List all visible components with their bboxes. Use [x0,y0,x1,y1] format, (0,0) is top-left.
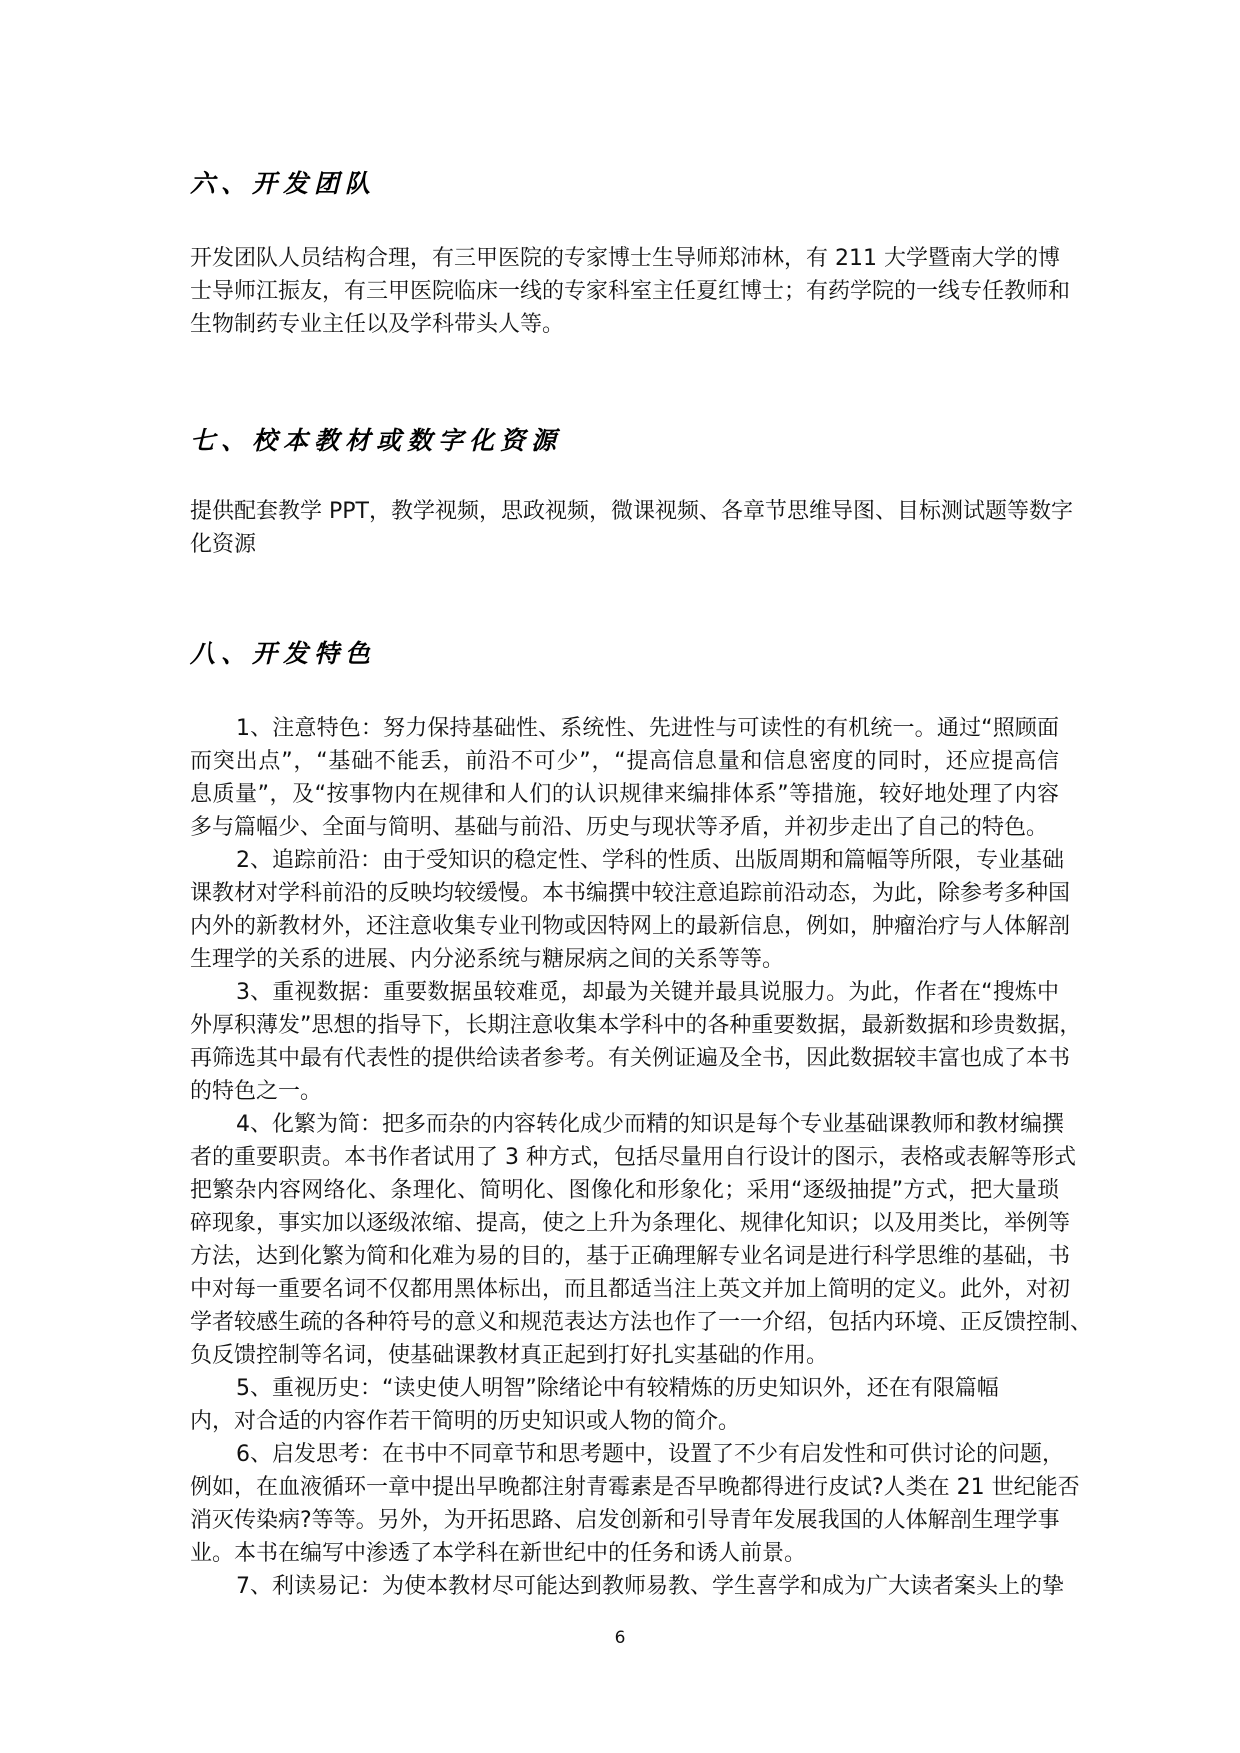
text-line: 例如，在血液循环一章中提出早晚都注射青霉素是否早晚都得进行皮试?人类在 21 世纪能否 [190,1475,1080,1500]
text-line: 提供配套教学 PPT，教学视频，思政视频，微课视频、各章节思维导图、目标测试题等数字 [190,499,1073,524]
paragraph [190,242,1071,341]
section-heading: 七、校本教材或数字化资源 [190,426,563,455]
text-line: 7、利读易记：为使本教材尽可能达到教师易教、学生喜学和成为广大读者案头上的挚 [236,1574,1064,1599]
text-line: 中对每一重要名词不仅都用黑体标出，而且都适当注上英文并加上简明的定义。此外，对初 [190,1277,1071,1302]
text-line: 息质量”，及“按事物内在规律和人们的认识规律来编排体系”等措施，较好地处理了内容 [190,782,1059,807]
text-line: 2、追踪前沿：由于受知识的稳定性、学科的性质、出版周期和篇幅等所限，专业基础 [236,848,1064,873]
text-line: 1、注意特色：努力保持基础性、系统性、先进性与可读性的有机统一。通过“照顾面 [236,716,1059,741]
section-heading: 六、开发团队 [190,169,377,198]
section-body [190,495,1073,561]
section-body [190,242,1071,341]
text-line: 多与篇幅少、全面与简明、基础与前沿、历史与现状等矛盾，并初步走出了自己的特色。 [190,815,1049,840]
paragraph [190,1108,1093,1372]
text-line: 课教材对学科前沿的反映均较缓慢。本书编撰中较注意追踪前沿动态，为此，除参考多种国 [190,881,1071,906]
text-line: 负反馈控制等名词，使基础课教材真正起到打好扎实基础的作用。 [190,1343,829,1368]
paragraph [190,495,1073,561]
section-body [190,712,1093,1603]
text-line: 生理学的关系的进展、内分泌系统与糖尿病之间的关系等等。 [190,947,785,972]
text-line: 生物制药专业主任以及学科带头人等。 [190,312,565,337]
text-line: 业。本书在编写中渗透了本学科在新世纪中的任务和诱人前景。 [190,1541,807,1566]
text-line: 的特色之一。 [190,1079,323,1104]
text-line: 内外的新教材外，还注意收集专业刊物或因特网上的最新信息，例如，肿瘤治疗与人体解剖 [190,914,1071,939]
text-line: 士导师江振友，有三甲医院临床一线的专家科室主任夏红博士；有药学院的一线专任教师和 [190,279,1071,304]
text-line: 者的重要职责。本书作者试用了 3 种方式，包括尽量用自行设计的图示，表格或表解等形式 [190,1145,1076,1170]
paragraph [190,712,1059,844]
page-number: 6 [614,1628,626,1648]
text-line: 而突出点”，“基础不能丢，前沿不可少”，“提高信息量和信息密度的同时，还应提高信 [190,749,1059,774]
text-line: 方法，达到化繁为简和化难为易的目的，基于正确理解专业名词是进行科学思维的基础，书 [190,1244,1071,1269]
paragraph [190,1438,1080,1570]
text-line: 6、启发思考：在书中不同章节和思考题中，设置了不少有启发性和可供讨论的问题， [236,1442,1064,1467]
text-line: 4、化繁为简：把多而杂的内容转化成少而精的知识是每个专业基础课教师和教材编撰 [236,1112,1064,1137]
paragraph [190,1372,1059,1438]
paragraph [190,844,1071,976]
text-line: 内，对合适的内容作若干简明的历史知识或人物的简介。 [190,1409,741,1434]
text-line: 再筛选其中最有代表性的提供给读者参考。有关例证遍及全书，因此数据较丰富也成了本书 [190,1046,1071,1071]
text-line: 开发团队人员结构合理，有三甲医院的专家博士生导师郑沛林，有 211 大学暨南大学的博 [190,246,1060,271]
section-heading: 八、开发特色 [190,639,377,668]
text-line: 碎现象，事实加以逐级浓缩、提高，使之上升为条理化、规律化知识；以及用类比，举例等 [190,1211,1071,1236]
paragraph [190,1570,1064,1603]
text-line: 5、重视历史：“读史使人明智”除绪论中有较精炼的历史知识外，还在有限篇幅 [236,1376,999,1401]
paragraph [190,976,1082,1108]
text-line: 把繁杂内容网络化、条理化、简明化、图像化和形象化；采用“逐级抽提”方式，把大量琐 [190,1178,1059,1203]
text-line: 化资源 [190,532,257,557]
text-line: 消灭传染病?等等。另外，为开拓思路、启发创新和引导青年发展我国的人体解剖生理学事 [190,1508,1060,1533]
text-line: 学者较感生疏的各种符号的意义和规范表达方法也作了一一介绍，包括内环境、正反馈控制、 [190,1310,1093,1335]
text-line: 外厚积薄发”思想的指导下，长期注意收集本学科中的各种重要数据，最新数据和珍贵数据， [190,1013,1082,1038]
text-line: 3、重视数据：重要数据虽较难觅，却最为关键并最具说服力。为此，作者在“搜炼中 [236,980,1059,1005]
